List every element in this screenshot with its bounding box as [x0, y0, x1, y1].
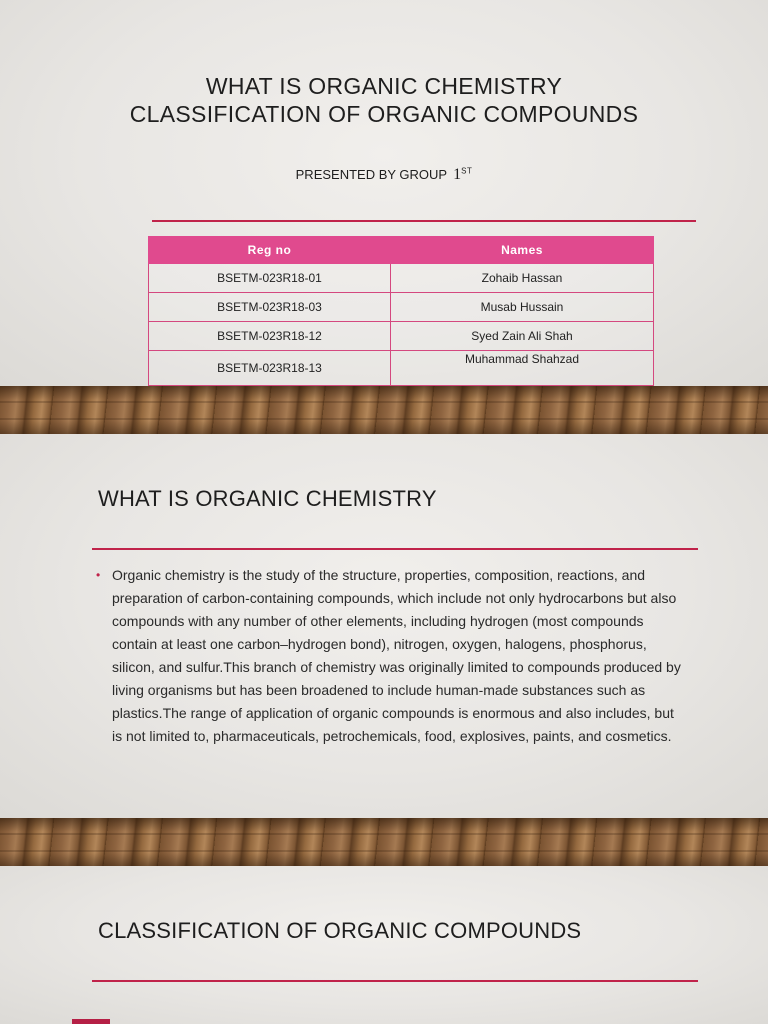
table-row — [149, 264, 654, 293]
bullet-icon: • — [96, 568, 101, 582]
slide-2-divider — [92, 548, 698, 550]
group-suffix: ST — [461, 166, 473, 176]
slide-3-title: CLASSIFICATION OF ORGANIC COMPOUNDS — [98, 918, 582, 943]
reg-cell: BSETM-023R18-01 — [149, 264, 391, 293]
reg-cell: BSETM-023R18-12 — [149, 322, 391, 351]
name-cell: Syed Zain Ali Shah — [390, 322, 653, 351]
table-row — [149, 293, 654, 322]
slide-3-divider — [92, 980, 698, 982]
header-reg-no: Reg no — [149, 237, 391, 264]
name-cell: Musab Hussain — [390, 293, 653, 322]
wood-floor-2 — [0, 818, 768, 866]
slide-3 — [0, 866, 768, 1024]
table-row — [149, 322, 654, 351]
members-table — [148, 236, 654, 386]
accent-mark — [72, 1019, 110, 1024]
name-cell: Zohaib Hassan — [390, 264, 653, 293]
presented-by-label: PRESENTED BY GROUP — [295, 167, 448, 182]
group-number: 1 — [453, 166, 462, 183]
slide-1 — [0, 0, 768, 386]
title-line-2: CLASSIFICATION OF ORGANIC COMPOUNDS — [129, 101, 639, 127]
title-line-1: WHAT IS ORGANIC CHEMISTRY — [205, 73, 563, 99]
name-cell: Muhammad Shahzad — [390, 351, 653, 386]
reg-cell: BSETM-023R18-13 — [149, 351, 391, 386]
slide-1-title — [0, 72, 768, 128]
wood-floor-1 — [0, 386, 768, 434]
bullet-list — [96, 564, 686, 748]
slide-2-title: WHAT IS ORGANIC CHEMISTRY — [98, 486, 437, 511]
table-row — [149, 351, 654, 386]
presented-by — [0, 166, 768, 184]
reg-cell: BSETM-023R18-03 — [149, 293, 391, 322]
bullet-text: Organic chemistry is the study of the structure, properties, composition, reactions, and preparation of carbon-containing compounds, which include not only hydrocarbons but also compounds with any number of other elements, including hydrogen (most compounds contain at least one carbon–hydrogen bond), nitrogen, oxygen, halogens, phosphorus, silicon, and sulfur.This branch of chemistry was originally limited to compounds produced by living organisms but has been broadened to include human-made substances such as plastics.The range of application of organic compounds is enormous and also includes, but is not limited to, pharmaceuticals, petrochemicals, food, explosives, paints, and cosmetics. — [112, 567, 681, 744]
header-names: Names — [390, 237, 653, 264]
title-divider — [152, 220, 696, 222]
table-header-row — [149, 237, 654, 264]
